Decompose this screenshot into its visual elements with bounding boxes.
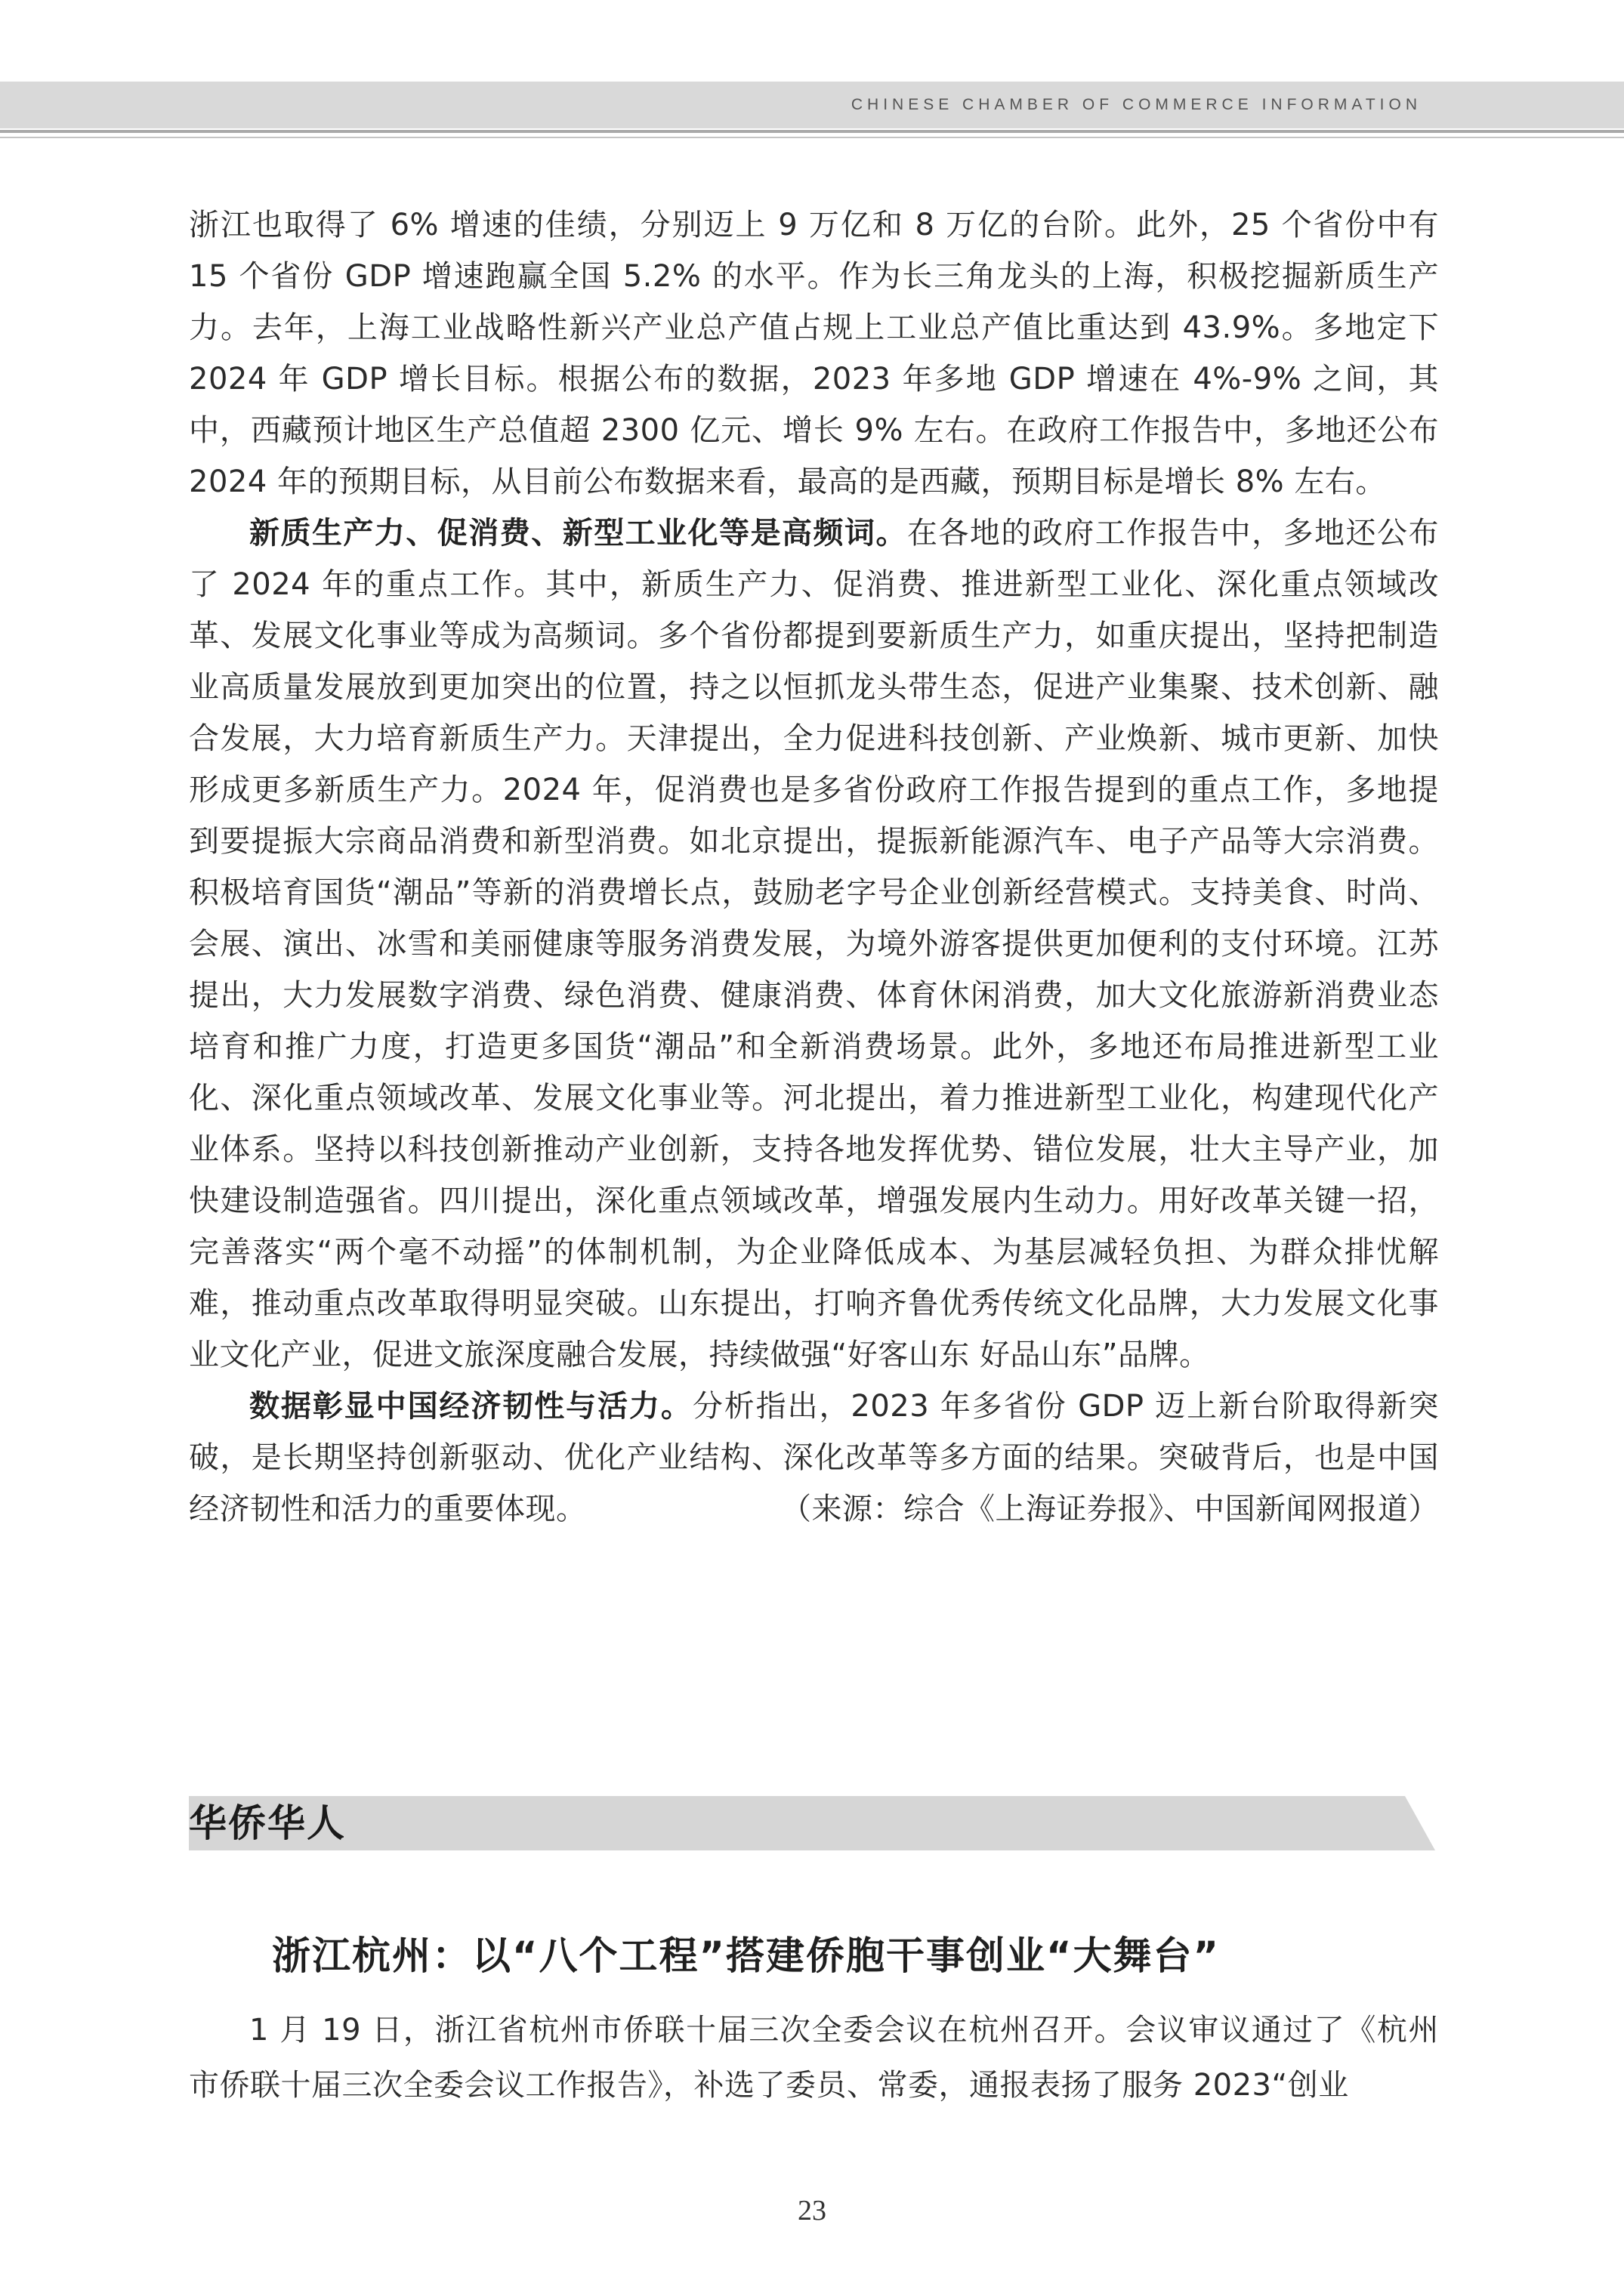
paragraph: 浙江也取得了 6% 增速的佳绩，分别迈上 9 万亿和 8 万亿的台阶。此外，25 个省份中有 15 个省份 GDP 增速跑赢全国 5.2% 的水平。作为长三角龙头的上海，积极挖掘新质生产力。去年，上海工业战略性新兴产业总产值占规上工业总产值比重达到 43.9%。多地定下 2024 年 GDP 增长目标。根据公布的数据，2023 年多地 GDP 增速在 4%-9% 之间，其中，西藏预计地区生产总值超 2300 亿元、增长 9% 左右。在政府工作报告中，多地还公布 2024 年的预期目标，从目前公布数据来看，最高的是西藏，预期目标是增长 8% 左右。 <box>189 208 1439 499</box>
paragraph-text: 在各地的政府工作报告中，多地还公布了 2024 年的重点工作。其中，新质生产力、促消费、推进新型工业化、深化重点领域改革、发展文化事业等成为高频词。多个省份都提到要新质生产力，如重庆提出，坚持把制造业高质量发展放到更加突出的位置，持之以恒抓龙头带生态，促进产业集聚、技术创新、融合发展，大力培育新质生产力。天津提出，全力促进科技创新、产业焕新、城市更新、加快形成更多新质生产力。2024 年，促消费也是多省份政府工作报告提到的重点工作，多地提到要提振大宗商品消费和新型消费。如北京提出，提振新能源汽车、电子产品等大宗消费。积极培育国货“潮品”等新的消费增长点，鼓励老字号企业创新经营模式。支持美食、时尚、会展、演出、冰雪和美丽健康等服务消费发展，为境外游客提供更加便利的支付环境。江苏提出，大力发展数字消费、绿色消费、健康消费、体育休闲消费，加大文化旅游新消费业态培育和推广力度，打造更多国货“潮品”和全新消费场景。此外，多地还布局推进新型工业化、深化重点领域改革、发展文化事业等。河北提出，着力推进新型工业化，构建现代化产业体系。坚持以科技创新推动产业创新，支持各地发挥优势、错位发展，壮大主导产业，加快建设制造强省。四川提出，深化重点领域改革，增强发展内生动力。用好改革关键一招，完善落实“两个毫不动摇”的体制机制，为企业降低成本、为基层减轻负担、为群众排忧解难，推动重点改革取得明显突破。山东提出，打响齐鲁优秀传统文化品牌，大力发展文化事业文化产业，促进文旅深度融合发展，持续做强“好客山东 好品山东”品牌。 <box>189 516 1440 1372</box>
paragraph-lead: 数据彰显中国经济韧性与活力。 <box>249 1389 693 1424</box>
article-title: 浙江杭州：以“八个工程”搭建侨胞干事创业“大舞台” <box>272 1934 1221 1979</box>
header-rule <box>0 130 1624 133</box>
paragraph-lead: 新质生产力、促消费、新型工业化等是高频词。 <box>249 516 907 551</box>
section-bar <box>189 1796 1435 1850</box>
running-header: CHINESE CHAMBER OF COMMERCE INFORMATION <box>851 96 1422 113</box>
article-body <box>189 2003 1439 2113</box>
page-number: 23 <box>798 2195 826 2227</box>
paragraph: 1 月 19 日，浙江省杭州市侨联十届三次全委会议在杭州召开。会议审议通过了《杭州市侨联十届三次全委会议工作报告》，补选了委员、常委，通报表扬了服务 2023“创业 <box>189 2013 1439 2103</box>
paragraph <box>189 1381 1439 1535</box>
paragraph <box>189 508 1439 1381</box>
section-title: 华侨华人 <box>189 1801 346 1845</box>
source-citation: （来源：综合《上海证券报》、中国新闻网报道） <box>781 1492 1439 1526</box>
article-continuation <box>189 199 1439 1535</box>
header-rule-thin <box>0 137 1624 138</box>
paragraph-text: 分析指出，2023 年多省份 GDP 迈上新台阶取得新突破，是长期坚持创新驱动、优化产业结构、深化改革等多方面的结果。突破背后，也是中国经济韧性和活力的重要体现。 <box>189 1389 1440 1526</box>
